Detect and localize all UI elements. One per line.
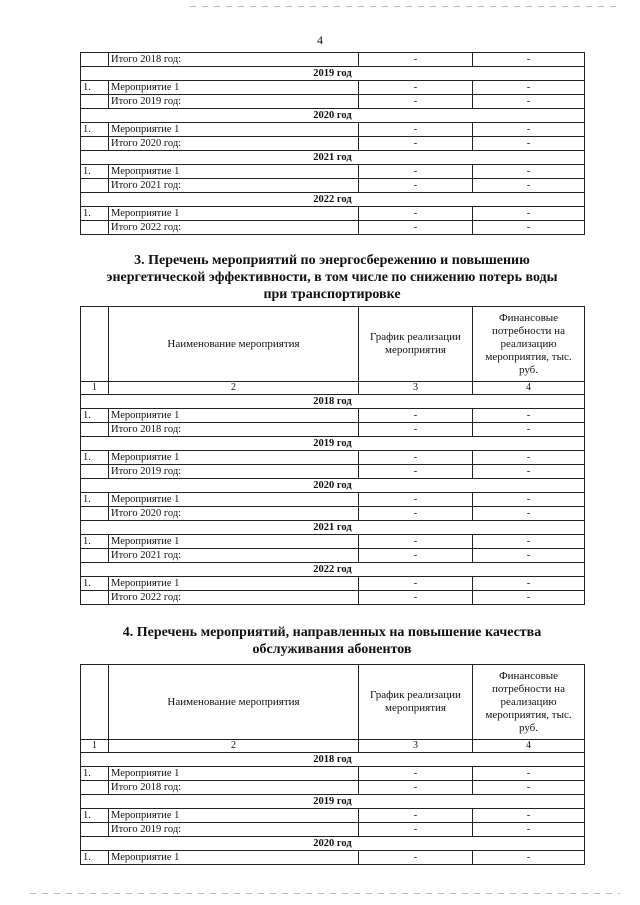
service-quality-measures-table [80, 664, 585, 865]
total-row [81, 53, 585, 67]
row-number [81, 179, 109, 193]
measure-name: Мероприятие 1 [109, 577, 359, 591]
row-number: 1. [81, 767, 109, 781]
finance-value: - [473, 549, 585, 563]
schedule-value: - [359, 493, 473, 507]
total-label: Итого 2019 год: [109, 95, 359, 109]
page-number: 4 [317, 33, 323, 47]
year-label: 2020 год [81, 479, 585, 493]
measure-name: Мероприятие 1 [109, 207, 359, 221]
schedule-value: - [359, 767, 473, 781]
finance-value: - [473, 81, 585, 95]
row-number: 1. [81, 123, 109, 137]
row-number [81, 95, 109, 109]
row-number: 1. [81, 851, 109, 865]
total-row [81, 423, 585, 437]
year-row [81, 753, 585, 767]
section-4-heading [80, 624, 584, 658]
total-label: Итого 2021 год: [109, 549, 359, 563]
column-number: 1 [81, 382, 109, 395]
table-row [81, 409, 585, 423]
year-row [81, 795, 585, 809]
finance-value: - [473, 577, 585, 591]
year-row [81, 563, 585, 577]
schedule-value: - [359, 95, 473, 109]
total-row [81, 137, 585, 151]
finance-value: - [473, 465, 585, 479]
year-label: 2021 год [81, 151, 585, 165]
header-name: Наименование мероприятия [109, 307, 359, 382]
measure-name: Мероприятие 1 [109, 767, 359, 781]
schedule-value: - [359, 165, 473, 179]
column-number: 4 [473, 740, 585, 753]
finance-value: - [473, 123, 585, 137]
header-schedule: График реализации мероприятия [359, 307, 473, 382]
schedule-value: - [359, 207, 473, 221]
finance-value: - [473, 535, 585, 549]
finance-value: - [473, 767, 585, 781]
section-3-heading-line: 3. Перечень мероприятий по энергосбережению и повышению [134, 253, 530, 268]
row-number [81, 591, 109, 605]
column-number: 3 [359, 382, 473, 395]
year-label: 2020 год [81, 109, 585, 123]
table-row [81, 81, 585, 95]
year-row [81, 151, 585, 165]
row-number [81, 507, 109, 521]
finance-value: - [473, 95, 585, 109]
column-number: 2 [109, 382, 359, 395]
finance-value: - [473, 165, 585, 179]
year-label: 2022 год [81, 563, 585, 577]
row-number [81, 423, 109, 437]
schedule-value: - [359, 507, 473, 521]
finance-value: - [473, 591, 585, 605]
total-row [81, 781, 585, 795]
energy-saving-measures-table [80, 306, 585, 605]
column-number: 1 [81, 740, 109, 753]
column-number: 4 [473, 382, 585, 395]
table-row [81, 207, 585, 221]
finance-value: - [473, 409, 585, 423]
schedule-value: - [359, 549, 473, 563]
total-row [81, 507, 585, 521]
table-row [81, 809, 585, 823]
table-row [81, 165, 585, 179]
year-row [81, 479, 585, 493]
total-label: Итого 2018 год: [109, 781, 359, 795]
measure-name: Мероприятие 1 [109, 409, 359, 423]
table-row [81, 851, 585, 865]
row-number: 1. [81, 577, 109, 591]
row-number: 1. [81, 81, 109, 95]
finance-value: - [473, 823, 585, 837]
table-row [81, 451, 585, 465]
row-number [81, 823, 109, 837]
header-finance: Финансовые потребности на реализацию мероприятия, тыс. руб. [473, 665, 585, 740]
measure-name: Мероприятие 1 [109, 123, 359, 137]
total-label: Итого 2018 год: [109, 423, 359, 437]
total-label: Итого 2021 год: [109, 179, 359, 193]
schedule-value: - [359, 809, 473, 823]
section-3-heading-line: энергетической эффективности, в том числе по снижению потерь воды [106, 270, 558, 285]
row-number [81, 137, 109, 151]
schedule-value: - [359, 137, 473, 151]
row-number: 1. [81, 809, 109, 823]
row-number: 1. [81, 451, 109, 465]
finance-value: - [473, 137, 585, 151]
table-row [81, 123, 585, 137]
row-number: 1. [81, 493, 109, 507]
year-label: 2019 год [81, 67, 585, 81]
column-number: 2 [109, 740, 359, 753]
year-row [81, 109, 585, 123]
total-label: Итого 2020 год: [109, 507, 359, 521]
schedule-value: - [359, 451, 473, 465]
schedule-value: - [359, 465, 473, 479]
measure-name: Мероприятие 1 [109, 809, 359, 823]
total-label: Итого 2020 год: [109, 137, 359, 151]
row-number [81, 549, 109, 563]
total-label: Итого 2018 год: [109, 53, 359, 67]
year-label: 2019 год [81, 437, 585, 451]
schedule-value: - [359, 123, 473, 137]
measure-name: Мероприятие 1 [109, 81, 359, 95]
total-label: Итого 2019 год: [109, 823, 359, 837]
schedule-value: - [359, 423, 473, 437]
total-row [81, 95, 585, 109]
row-number: 1. [81, 409, 109, 423]
schedule-value: - [359, 851, 473, 865]
scan-artifact-top [190, 6, 620, 7]
year-row [81, 437, 585, 451]
finance-value: - [473, 493, 585, 507]
section-4-heading-line: обслуживания абонентов [252, 642, 412, 657]
finance-value: - [473, 451, 585, 465]
year-label: 2020 год [81, 837, 585, 851]
header-schedule: График реализации мероприятия [359, 665, 473, 740]
total-row [81, 823, 585, 837]
schedule-value: - [359, 535, 473, 549]
row-number [81, 781, 109, 795]
finance-value: - [473, 507, 585, 521]
total-label: Итого 2022 год: [109, 221, 359, 235]
finance-value: - [473, 851, 585, 865]
year-row [81, 395, 585, 409]
finance-value: - [473, 423, 585, 437]
row-number: 1. [81, 165, 109, 179]
row-number [81, 53, 109, 67]
schedule-value: - [359, 577, 473, 591]
row-number [81, 221, 109, 235]
year-row [81, 67, 585, 81]
table-row [81, 767, 585, 781]
schedule-value: - [359, 179, 473, 193]
finance-value: - [473, 207, 585, 221]
finance-value: - [473, 179, 585, 193]
column-number: 3 [359, 740, 473, 753]
schedule-value: - [359, 591, 473, 605]
measure-name: Мероприятие 1 [109, 165, 359, 179]
row-number: 1. [81, 207, 109, 221]
total-row [81, 465, 585, 479]
finance-value: - [473, 781, 585, 795]
section-4-heading-line: 4. Перечень мероприятий, направленных на повышение качества [122, 625, 542, 640]
schedule-value: - [359, 823, 473, 837]
year-label: 2018 год [81, 395, 585, 409]
year-label: 2022 год [81, 193, 585, 207]
total-row [81, 549, 585, 563]
schedule-value: - [359, 221, 473, 235]
schedule-value: - [359, 781, 473, 795]
finance-value: - [473, 809, 585, 823]
table-row [81, 535, 585, 549]
year-label: 2018 год [81, 753, 585, 767]
year-label: 2019 год [81, 795, 585, 809]
schedule-value: - [359, 81, 473, 95]
finance-value: - [473, 53, 585, 67]
year-row [81, 837, 585, 851]
total-row [81, 179, 585, 193]
measure-name: Мероприятие 1 [109, 851, 359, 865]
schedule-value: - [359, 409, 473, 423]
total-row [81, 591, 585, 605]
scan-artifact-bottom [30, 893, 620, 894]
measure-name: Мероприятие 1 [109, 535, 359, 549]
measure-name: Мероприятие 1 [109, 493, 359, 507]
section-3-heading-line: при транспортировке [263, 287, 401, 302]
schedule-value: - [359, 53, 473, 67]
header-name: Наименование мероприятия [109, 665, 359, 740]
table-row [81, 577, 585, 591]
measure-name: Мероприятие 1 [109, 451, 359, 465]
row-number: 1. [81, 535, 109, 549]
total-label: Итого 2019 год: [109, 465, 359, 479]
year-row [81, 193, 585, 207]
section-3-heading [80, 252, 584, 303]
total-label: Итого 2022 год: [109, 591, 359, 605]
header-num-cell [81, 307, 109, 382]
year-label: 2021 год [81, 521, 585, 535]
row-number [81, 465, 109, 479]
finance-value: - [473, 221, 585, 235]
measures-table-continued [80, 52, 585, 235]
header-num-cell [81, 665, 109, 740]
table-row [81, 493, 585, 507]
total-row [81, 221, 585, 235]
year-row [81, 521, 585, 535]
header-finance: Финансовые потребности на реализацию мероприятия, тыс. руб. [473, 307, 585, 382]
